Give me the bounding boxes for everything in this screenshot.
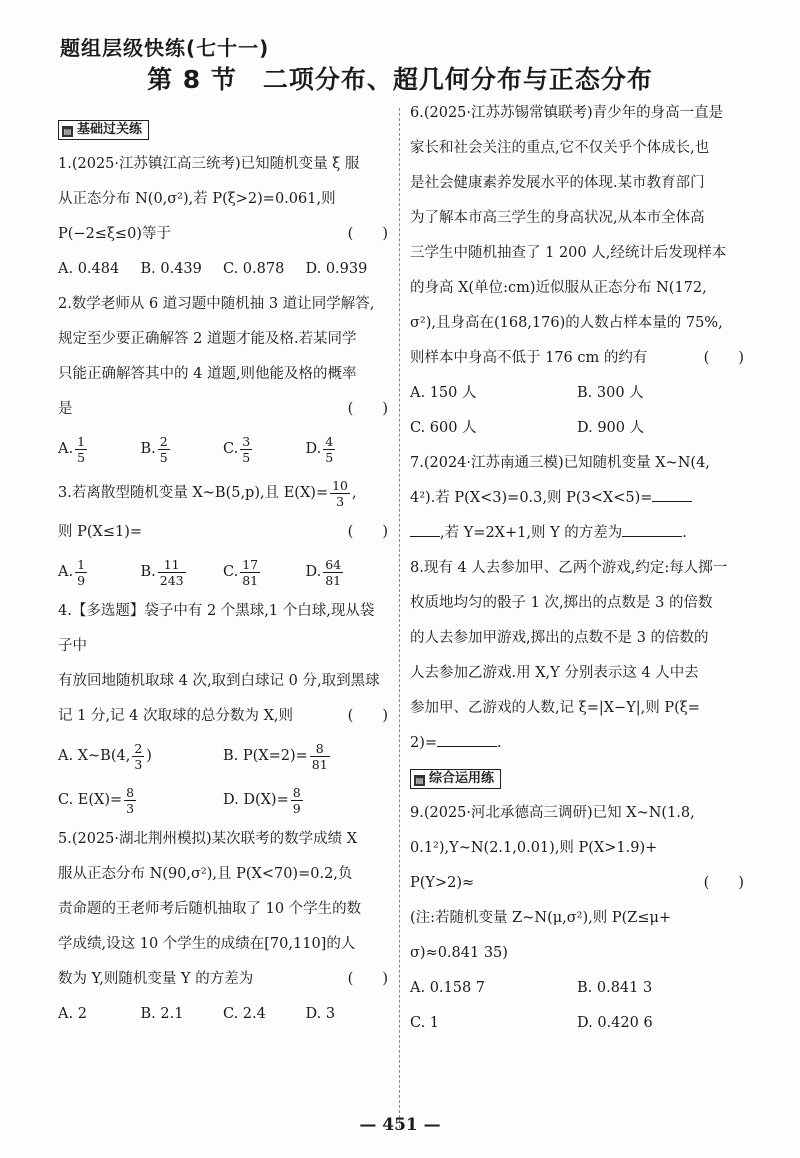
option-d: D. $\frac{64}{81}$ — [305, 556, 342, 588]
options-9 — [410, 971, 744, 1041]
option-a: A. 0.484 — [58, 261, 120, 277]
option-d: D. 900 人 — [577, 420, 645, 436]
question-2: 2.数学老师从 6 道习题中随机抽 3 道让同学解答, 规定至少要正确解答 2 道题才能及格.若某同学 只能正确解答其中的 4 道题,则他能及格的概率 是 ( ) A. $\frac{1}{5}$ B. $\frac{2}{5}$ C. $\frac{3}{5}$ D. $\frac{4}{5}$ — [58, 287, 388, 471]
option-d: D. 3 — [305, 1006, 336, 1022]
options-1 — [58, 252, 388, 287]
answer-blank — [437, 732, 497, 747]
answer-paren: ( ) — [347, 401, 388, 417]
left-column — [58, 112, 388, 1032]
option-c: C. 0.878 — [223, 261, 285, 277]
answer-paren: ( ) — [347, 226, 388, 242]
answer-blank — [652, 487, 692, 502]
option-c: C. 1 — [410, 1015, 440, 1031]
section-title: 第 8 节 二项分布、超几何分布与正态分布 — [147, 65, 653, 94]
options-3 — [58, 550, 388, 594]
option-b: B. $\frac{2}{5}$ — [140, 433, 168, 465]
question-9: 9.(2025·河北承德高三调研)已知 X~N(1.8, 0.1²),Y~N(2.1,0.01),则 P(X>1.9)+ P(Y>2)≈ ( ) (注:若随机变量 Z~N(μ,σ²),则 P(Z≤μ+ σ)≈0.841 35) A. 0.158 7 B. 0.841 3 C. 1 D. 0.420 6 — [410, 796, 744, 1041]
answer-paren: ( ) — [703, 875, 744, 891]
option-c: C. 600 人 — [410, 420, 477, 436]
answer-paren: ( ) — [347, 524, 388, 540]
option-b: B. 2.1 — [140, 1006, 184, 1022]
options-4 — [58, 734, 388, 822]
options-5 — [58, 997, 388, 1032]
option-b: B. 0.841 3 — [577, 980, 653, 996]
answer-paren: ( ) — [703, 350, 744, 366]
answer-paren: ( ) — [347, 971, 388, 987]
option-a: A. X~B(4, $\frac{2}{3}$ ) — [58, 740, 152, 772]
question-3: 3.若离散型随机变量 X~B(5,p),且 E(X)= $\frac{10}{3}$ , 则 P(X≤1)= ( ) A. $\frac{1}{9}$ B. $\frac{11}{243}$ C. $\frac{17}{81}$ D. $\frac{64}{81}$ — [58, 471, 388, 594]
option-c: C. $\frac{17}{81}$ — [223, 556, 259, 588]
option-d: D. 0.420 6 — [577, 1015, 653, 1031]
option-c: C. E(X)= $\frac{8}{3}$ — [58, 784, 135, 816]
right-column — [410, 96, 744, 1041]
group-title: 题组层级快练(七十一) — [60, 36, 270, 60]
question-7: 7.(2024·江苏南通三模)已知随机变量 X~N(4, 4²).若 P(X<3)=0.3,则 P(3<X<5)= ,若 Y=2X+1,则 Y 的方差为 . — [410, 455, 710, 541]
option-d: D. D(X)= $\frac{8}{9}$ — [223, 784, 301, 816]
question-8: 8.现有 4 人去参加甲、乙两个游戏,约定:每人掷一 枚质地均匀的骰子 1 次,掷出的点数是 3 的倍数 的人去参加甲游戏,掷出的点数不是 3 的倍数的 人去参加乙游戏.用 X,Y 分别表示这 4 人中去 参加甲、乙游戏的人数,记 ξ=|X−Y|,则 P(ξ= 2)= . — [410, 560, 728, 751]
option-a: A. 0.158 7 — [410, 980, 486, 996]
answer-blank — [622, 522, 682, 537]
option-c: C. 2.4 — [223, 1006, 266, 1022]
question-5: 5.(2025·湖北荆州模拟)某次联考的数学成绩 X 服从正态分布 N(90,σ²),且 P(X<70)=0.2,负 责命题的王老师考后随机抽取了 10 个学生的数 学成绩,设这 10 个学生的成绩在[70,110]的人 数为 Y,则随机变量 Y 的方差为 ( ) A. 2 B. 2.1 C. 2.4 D. 3 — [58, 822, 388, 1032]
option-a: A. $\frac{1}{5}$ — [58, 433, 86, 465]
option-a: A. 2 — [58, 1006, 87, 1022]
option-a: A. $\frac{1}{9}$ — [58, 556, 86, 588]
comprehensive-section-tag: ▤ 综合运用练 — [410, 769, 501, 789]
option-b: B. 300 人 — [577, 385, 644, 401]
page-number: — 451 — — [359, 1115, 441, 1135]
option-c: C. $\frac{3}{5}$ — [223, 433, 251, 465]
options-2 — [58, 427, 388, 471]
option-a: A. 150 人 — [410, 385, 477, 401]
question-4: 4.【多选题】袋子中有 2 个黑球,1 个白球,现从袋子中 有放回地随机取球 4 次,取到白球记 0 分,取到黑球 记 1 分,记 4 次取球的总分数为 X,则 ( ) A. X~B(4, $\frac{2}{3}$ ) B. P(X=2)= $\frac{8}{81}$ C. E(X)= $\frac{8}{3}$ D. D(X)= $\frac{8}{9}$ — [58, 594, 388, 822]
answer-paren: ( ) — [347, 708, 388, 724]
column-divider — [399, 108, 400, 1128]
book-icon: ▤ — [63, 127, 72, 136]
option-b: B. 0.439 — [140, 261, 202, 277]
option-b: B. $\frac{11}{243}$ — [140, 556, 184, 588]
option-b: B. P(X=2)= $\frac{8}{81}$ — [223, 740, 328, 772]
question-6: 6.(2025·江苏苏锡常镇联考)青少年的身高一直是 家长和社会关注的重点,它不仅关乎个体成长,也 是社会健康素养发展水平的体现.某市教育部门 为了解本市高三学生的身高状况,从本市全体高 三学生中随机抽查了 1 200 人,经统计后发现样本 的身高 X(单位:cm)近似服从正态分布 N(172, σ²),且身高在(168,176)的人数占样本量的 75%, 则样本中身高不低于 176 cm 的约有 ( ) A. 150 人 B. 300 人 C. 600 人 D. 900 人 — [410, 96, 744, 446]
basic-section-tag: ▤ 基础过关练 — [58, 120, 149, 140]
book-icon: ▤ — [415, 776, 424, 785]
question-1: 1.(2025·江苏镇江高三统考)已知随机变量 ξ 服 从正态分布 N(0,σ²),若 P(ξ>2)=0.061,则 P(−2≤ξ≤0)等于 ( ) A. 0.484 B. 0.439 C. 0.878 D. 0.939 — [58, 147, 388, 287]
option-d: D. 0.939 — [305, 261, 368, 277]
answer-blank — [410, 522, 440, 537]
options-6 — [410, 376, 744, 446]
option-d: D. $\frac{4}{5}$ — [305, 433, 334, 465]
